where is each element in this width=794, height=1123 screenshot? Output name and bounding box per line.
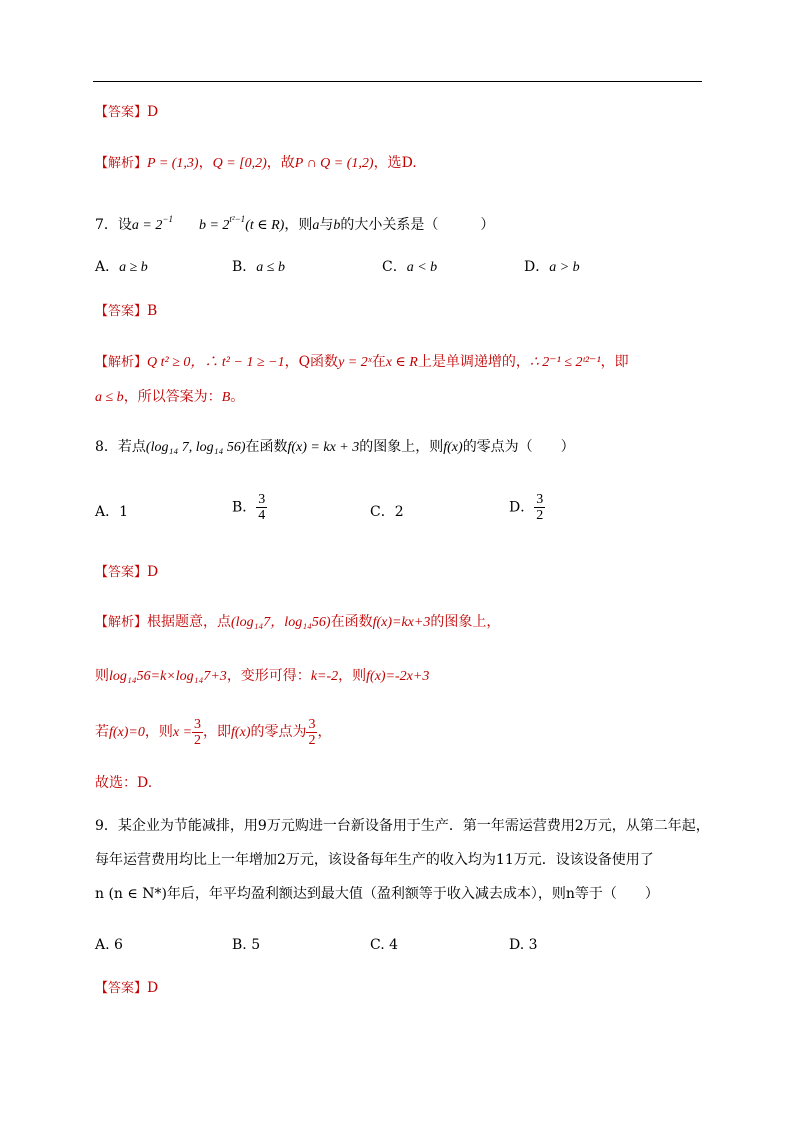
q9-stem-line-3 — [95, 884, 659, 904]
analysis-text: 的零点为 — [250, 724, 307, 740]
analysis-math: x ∈ R — [385, 355, 418, 370]
function: f(x) — [443, 440, 463, 455]
q8-analysis-line-2 — [95, 666, 429, 687]
analysis-text: ，即 — [600, 354, 629, 370]
answer-tag: 【答案】 — [95, 565, 148, 580]
q9-option-c — [370, 935, 398, 955]
q6-answer-line — [95, 102, 158, 123]
q9-stem-line-2 — [95, 850, 654, 870]
analysis-math: f(x)=0 — [109, 725, 145, 740]
answer-value: D — [147, 104, 159, 120]
a-definition — [131, 214, 173, 233]
fraction-denominator: 2 — [194, 732, 202, 748]
stem-text: 与 — [319, 217, 334, 233]
function: f(x) = kx + 3 — [287, 440, 360, 455]
stem-text: 年后，年平均盈利额达到最大值（盈利额等于收入减去成本），则n等于（ ） — [166, 886, 659, 902]
option-label: A. — [95, 937, 115, 953]
q8-option-c — [370, 502, 404, 522]
b-def-exponent: t²−1 — [229, 214, 246, 224]
set-p: P = (1,3) — [147, 156, 199, 171]
analysis-text: ，故 — [266, 155, 295, 171]
q9-answer-line — [95, 978, 158, 999]
analysis-text: 上是单调递增的， — [417, 354, 530, 370]
a-def-base: a = 2 — [131, 218, 163, 233]
stem-math: n (n ∈ N*) — [95, 886, 167, 902]
q7-stem — [95, 209, 494, 236]
q9-option-a — [95, 935, 123, 955]
analysis-text: 在函数 — [330, 614, 373, 630]
stem-text: 每年运营费用均比上一年增加2万元，该设备每年生产的收入均为11万元．设该设备使用了 — [95, 852, 654, 868]
answer-value: B — [147, 303, 158, 319]
answer-value: D — [147, 980, 159, 996]
analysis-text: ，即 — [203, 724, 232, 740]
q9-stem-line-1 — [95, 816, 710, 836]
q7-analysis-line-2 — [95, 387, 244, 408]
analysis-math: f(x) — [231, 725, 251, 740]
stem-text: 在函数 — [245, 439, 288, 455]
option-value: 5 — [251, 937, 261, 953]
analysis-math: k=-2 — [310, 669, 339, 684]
option-fraction — [534, 492, 545, 523]
stem-text: 9．某企业为节能减排，用9万元购进一台新设备用于生产．第一年需运营费用2万元，从第二年起， — [95, 818, 710, 834]
analysis-math: ，∴ t² − 1 ≥ −1 — [190, 355, 285, 370]
analysis-text: ， — [317, 724, 332, 740]
option-value: a < b — [406, 260, 438, 275]
analysis-text: 。 — [230, 389, 245, 405]
q7-option-a — [95, 257, 148, 278]
stem-text: 的大小关系是（ ） — [340, 217, 495, 233]
option-label: C． — [370, 504, 395, 520]
option-label: D. — [509, 937, 529, 953]
option-value: 3 — [528, 937, 538, 953]
analysis-tag: 【解析】 — [95, 615, 148, 630]
analysis-text: 在 — [371, 354, 386, 370]
q8-option-a — [95, 502, 128, 522]
option-label: C． — [382, 259, 407, 275]
answer-tag: 【答案】 — [95, 981, 148, 996]
set-q: Q = [0,2) — [212, 156, 267, 171]
question-number: 8．若点 — [95, 439, 146, 455]
q7-option-b — [232, 257, 285, 278]
analysis-tag: 【解析】 — [95, 156, 148, 171]
fraction-denominator: 2 — [536, 508, 544, 523]
analysis-math: f(x)=kx+3 — [372, 615, 431, 630]
b-def-condition: (t ∈ R) — [245, 218, 285, 233]
intersection: P ∩ Q = (1,2) — [294, 156, 374, 171]
analysis-text: 则 — [95, 668, 109, 684]
option-label: B． — [232, 259, 257, 275]
a-def-exponent: −1 — [162, 214, 173, 224]
stem-text: 的图象上，则 — [359, 439, 444, 455]
analysis-math: log₁₄56=k×log₁₄7+3 — [109, 669, 227, 684]
q7-answer-line — [95, 301, 157, 322]
option-label: A． — [95, 504, 120, 520]
q7-option-d — [524, 257, 580, 278]
analysis-text: 的图象上， — [430, 614, 501, 630]
separator: ， — [198, 155, 213, 171]
option-label: D． — [524, 259, 550, 275]
option-label: A． — [95, 259, 120, 275]
analysis-math: (log₁₄7，log₁₄56) — [231, 615, 331, 630]
option-label: D． — [509, 499, 535, 516]
fraction-numerator: 3 — [258, 492, 266, 507]
option-label: B． — [232, 499, 257, 516]
option-fraction — [256, 492, 267, 523]
fraction-numerator: 3 — [308, 716, 316, 732]
analysis-math: Q t² ≥ 0 — [147, 355, 191, 370]
q8-option-d — [509, 492, 545, 523]
var-a: a — [312, 218, 320, 233]
analysis-math: f(x)=-2x+3 — [366, 669, 430, 684]
q7-option-c — [382, 257, 437, 278]
q6-analysis-line — [95, 153, 417, 174]
answer-tag: 【答案】 — [95, 304, 148, 319]
analysis-text: ，所以答案为： — [123, 389, 222, 405]
option-value: a ≤ b — [256, 260, 285, 275]
fraction-numerator: 3 — [536, 492, 544, 507]
q8-analysis-line-1 — [95, 612, 500, 633]
q8-option-b — [232, 492, 267, 523]
option-value: 6 — [114, 937, 123, 953]
analysis-math: a ≤ b — [95, 390, 124, 405]
answer-value: D — [147, 564, 159, 580]
q8-analysis-line-3 — [95, 712, 331, 753]
analysis-text: ，变形可得： — [226, 668, 311, 684]
analysis-math: y = 2ˣ — [338, 355, 372, 370]
stem-text: ，则 — [284, 217, 313, 233]
conclusion-text: 故选：D. — [95, 775, 153, 791]
stem-text: 的零点为（ ） — [462, 439, 575, 455]
option-value: a ≥ b — [119, 260, 148, 275]
analysis-choice: D. — [401, 155, 417, 171]
point: (log₁₄ 7, log₁₄ 56) — [145, 440, 246, 455]
analysis-text: 根据题意，点 — [147, 614, 232, 630]
fraction-denominator: 2 — [308, 732, 316, 748]
analysis-text: ，则 — [338, 668, 367, 684]
option-value: 1 — [119, 504, 129, 520]
analysis-math: ∴ 2⁻¹ ≤ 2ᵗ²⁻¹ — [529, 355, 601, 370]
analysis-fraction — [306, 717, 317, 748]
q9-option-d — [509, 935, 538, 955]
analysis-text: ，选 — [373, 155, 402, 171]
q8-conclusion — [95, 773, 152, 793]
fraction-denominator: 4 — [258, 508, 266, 523]
analysis-text: ，Q函数 — [284, 354, 339, 370]
analysis-tag: 【解析】 — [95, 355, 148, 370]
q8-answer-line — [95, 562, 158, 583]
q7-analysis-line-1 — [95, 352, 629, 373]
b-def-base: b = 2 — [198, 218, 230, 233]
option-label: B. — [232, 937, 252, 953]
header-rule — [93, 81, 702, 82]
fraction-numerator: 3 — [194, 716, 202, 732]
analysis-math: B — [221, 390, 231, 405]
var-b: b — [333, 218, 341, 233]
q9-option-b — [232, 935, 260, 955]
b-definition — [198, 214, 285, 233]
option-value: 4 — [389, 937, 399, 953]
answer-tag: 【答案】 — [95, 105, 148, 120]
option-value: a > b — [549, 260, 580, 275]
option-label: C. — [370, 937, 390, 953]
analysis-text: 若 — [95, 724, 109, 740]
analysis-math: x = — [172, 725, 193, 740]
option-value: 2 — [394, 504, 404, 520]
q8-stem — [95, 437, 575, 458]
analysis-fraction — [192, 717, 203, 748]
analysis-text: ，则 — [144, 724, 173, 740]
question-number: 7．设 — [95, 217, 132, 233]
